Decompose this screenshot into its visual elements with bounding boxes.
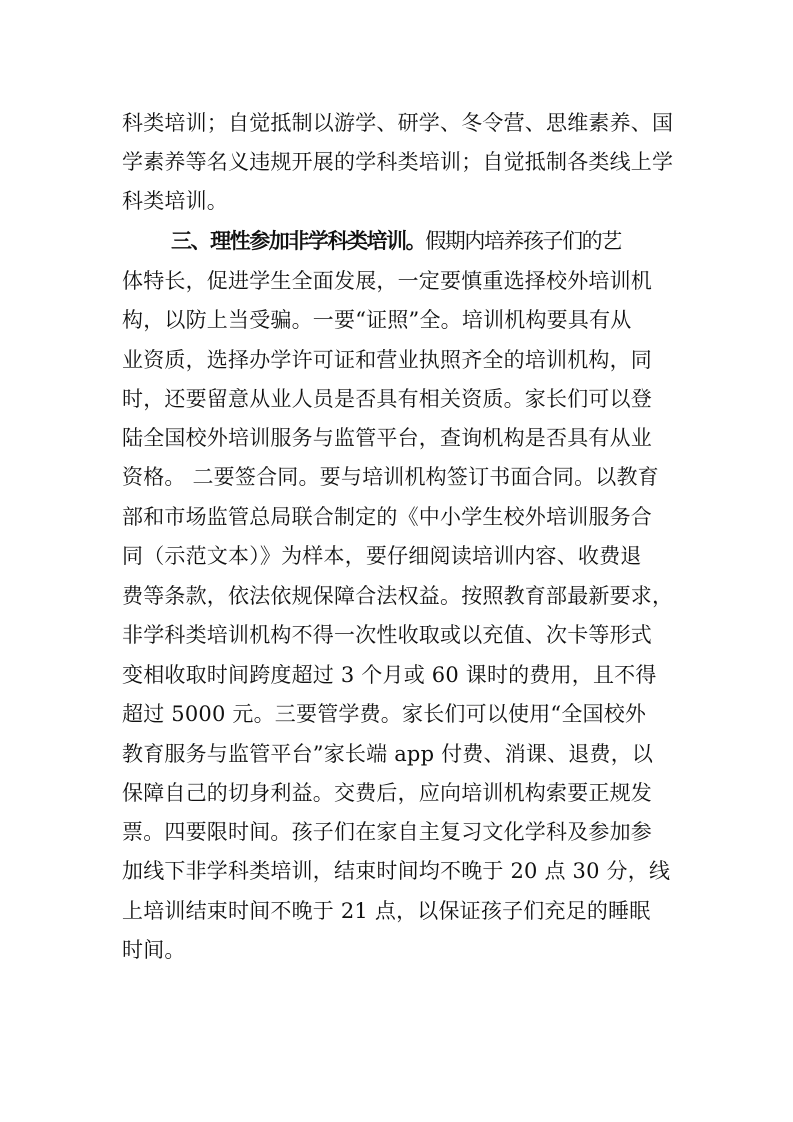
- text-line: 同（示范文本）》为样本，要仔细阅读培训内容、收费退: [122, 544, 642, 568]
- text-line: 科类培训；自觉抵制以游学、研学、冬令营、思维素养、国: [122, 111, 674, 135]
- text-line: 体特长，促进学生全面发展，一定要慎重选择校外培训机: [122, 269, 652, 293]
- text-line: 科类培训。: [122, 189, 228, 213]
- text-line: 加线下非学科类培训，结束时间均不晚于 20 点 30 分，线: [122, 859, 671, 883]
- text-line: 学素养等名义违规开展的学科类培训；自觉抵制各类线上学: [122, 150, 674, 174]
- text-line: 资格。 二要签合同。要与培训机构签订书面合同。以教育: [122, 465, 659, 489]
- text-line: 时，还要留意从业人员是否具有相关资质。家长们可以登: [122, 387, 652, 411]
- text-line: 费等条款，依法依规保障合法权益。按照教育部最新要求，: [122, 584, 674, 608]
- text-line: 业资质，选择办学许可证和营业执照齐全的培训机构，同: [122, 348, 652, 372]
- text-line: 超过 5000 元。三要管学费。家长们可以使用“全国校外: [122, 702, 647, 726]
- text-line: 保障自己的切身利益。交费后，应向培训机构索要正规发: [122, 781, 652, 805]
- text-line: 教育服务与监管平台”家长端 app 付费、消课、退费，以: [122, 742, 654, 766]
- text-line: 上培训结束时间不晚于 21 点，以保证孩子们充足的睡眠: [122, 899, 651, 923]
- text-line: 陆全国校外培训服务与监管平台，查询机构是否具有从业: [122, 426, 652, 450]
- text-line: 非学科类培训机构不得一次性收取或以充值、次卡等形式: [122, 623, 652, 647]
- text-line: 票。四要限时间。孩子们在家自主复习文化学科及参加参: [122, 820, 652, 844]
- section-heading: 三、理性参加非学科类培训。: [171, 228, 426, 253]
- text-line: 部和市场监管总局联合制定的《中小学生校外培训服务合: [122, 505, 652, 529]
- text-run: 假期内培养孩子们的艺: [425, 229, 621, 253]
- text-line: 变相收取时间跨度超过 3 个月或 60 课时的费用，且不得: [122, 663, 657, 687]
- text-line: 时间。: [122, 938, 186, 962]
- paragraph-first-line: [171, 227, 731, 255]
- text-line: 构，以防上当受骗。一要“证照”全。培训机构要具有从: [122, 308, 632, 332]
